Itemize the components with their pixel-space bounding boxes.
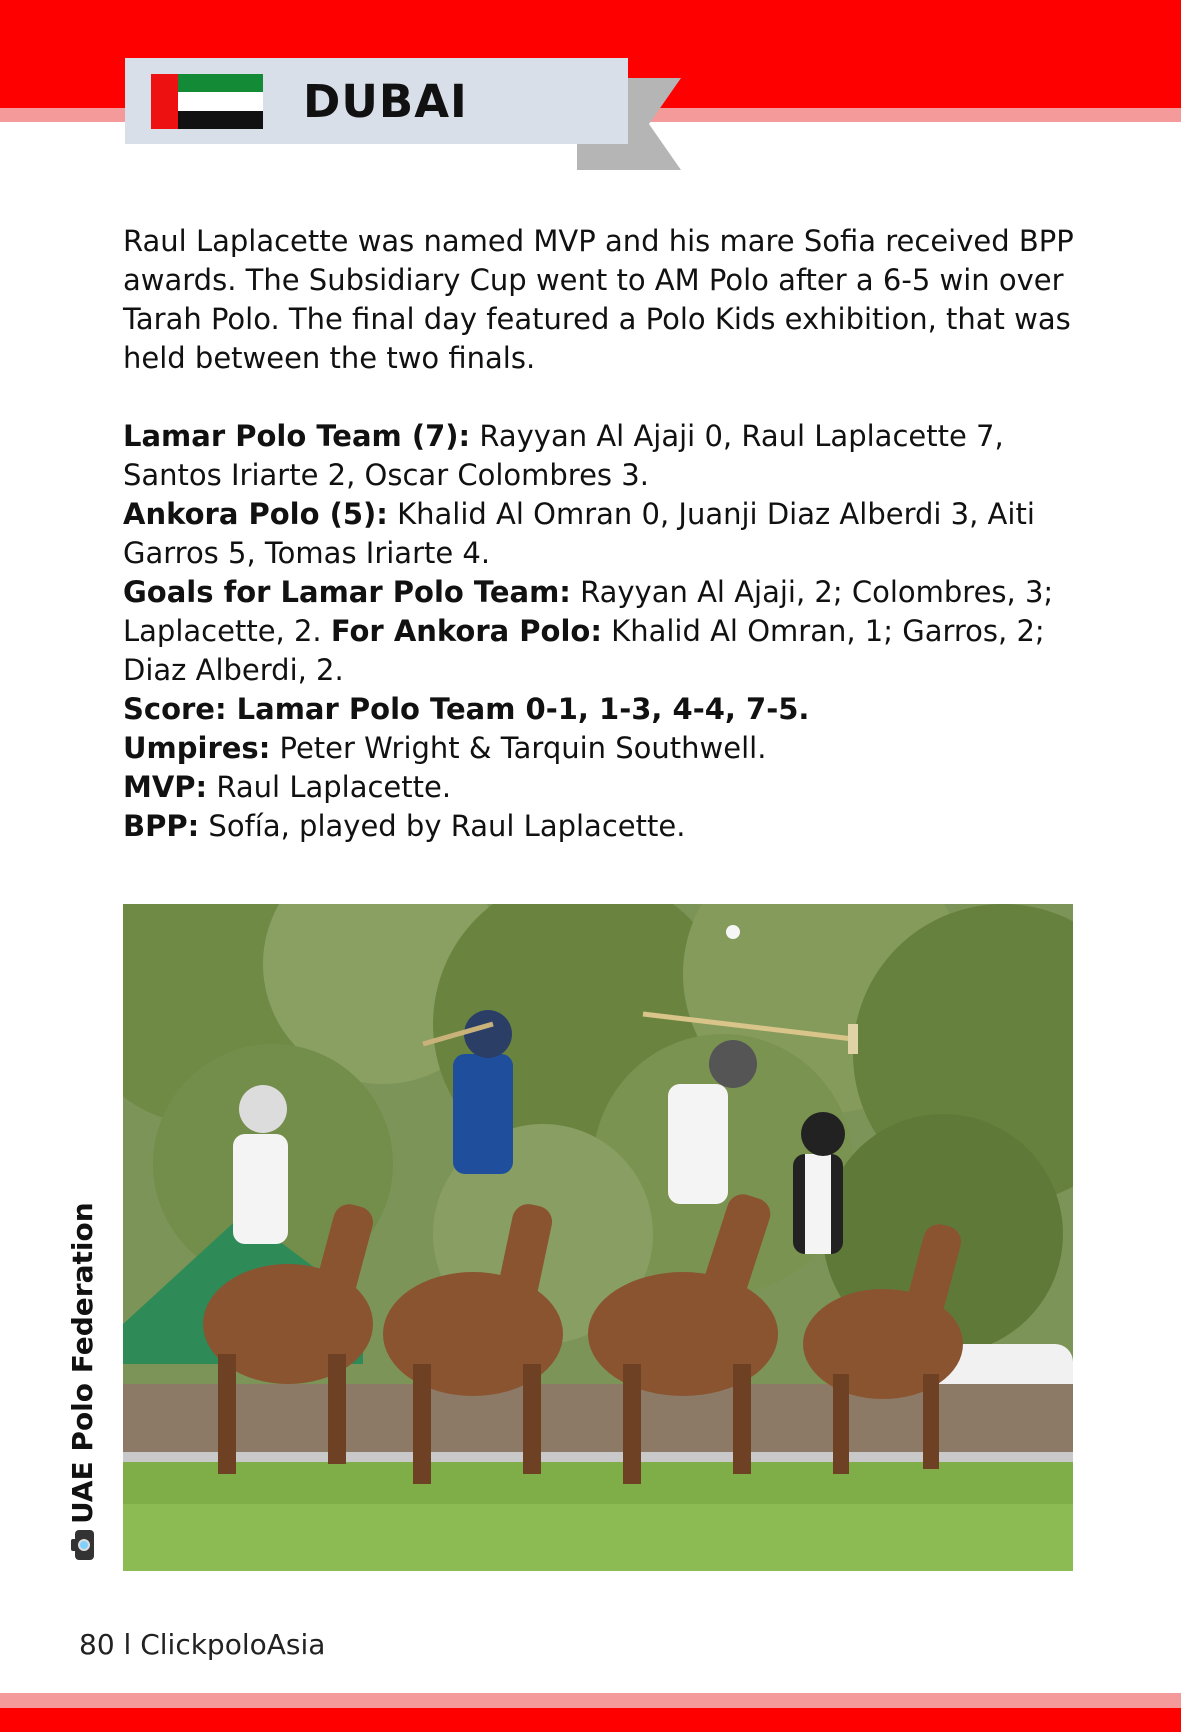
score-line	[123, 690, 1083, 729]
lamar-lineup-text: Rayyan Al Ajaji 0, Raul Laplacette 7, Santos Iriarte 2, Oscar Colombres 3.	[123, 419, 1004, 492]
goals-label: Goals for Lamar Polo Team:	[123, 575, 571, 609]
section-ribbon	[125, 58, 628, 144]
goals-label-ankora: For Ankora Polo:	[330, 614, 602, 648]
bpp-label: BPP:	[123, 809, 200, 843]
polo-photo-illustration	[123, 904, 1073, 1571]
footer-stripe	[0, 1693, 1181, 1708]
bpp-text: Sofía, played by Raul Laplacette.	[199, 809, 686, 843]
lamar-lineup	[123, 417, 1083, 495]
umpires-text: Peter Wright & Tarquin Southwell.	[270, 731, 767, 765]
score-text: Score: Lamar Polo Team 0-1, 1-3, 4-4, 7-5.	[123, 692, 810, 726]
umpires-line	[123, 729, 1083, 768]
goals-text: Rayyan Al Ajaji, 2; Colombres, 3; Laplacette, 2.	[123, 575, 1054, 648]
photo-credit	[64, 1140, 100, 1560]
ankora-lineup	[123, 495, 1083, 573]
umpires-label: Umpires:	[123, 731, 271, 765]
lamar-lineup-label: Lamar Polo Team (7):	[123, 419, 471, 453]
ankora-lineup-label: Ankora Polo (5):	[123, 497, 388, 531]
mvp-line	[123, 768, 1083, 807]
intro-paragraph: Raul Laplacette was named MVP and his mare Sofia received BPP awards. The Subsidiary Cup went to AM Polo after a 6-5 win over Tarah Polo. The final day featured a Polo Kids exhibition, that was held between the two finals.	[123, 224, 1074, 375]
footer-band	[0, 1708, 1181, 1732]
section-title: DUBAI	[303, 74, 468, 128]
uae-flag-icon	[151, 74, 263, 129]
goals-line	[123, 573, 1083, 690]
bpp-line	[123, 807, 1083, 846]
page-footer: 80 l ClickpoloAsia	[79, 1628, 326, 1661]
mvp-text: Raul Laplacette.	[207, 770, 452, 804]
polo-match-photo	[123, 904, 1073, 1571]
camera-icon	[70, 1530, 94, 1560]
ankora-lineup-text: Khalid Al Omran 0, Juanji Diaz Alberdi 3, Aiti Garros 5, Tomas Iriarte 4.	[123, 497, 1035, 570]
match-details	[123, 417, 1083, 846]
goals-text-ankora: Khalid Al Omran, 1; Garros, 2; Diaz Alberdi, 2.	[123, 614, 1045, 687]
photo-credit-text: UAE Polo Federation	[65, 1202, 99, 1524]
mvp-label: MVP:	[123, 770, 208, 804]
